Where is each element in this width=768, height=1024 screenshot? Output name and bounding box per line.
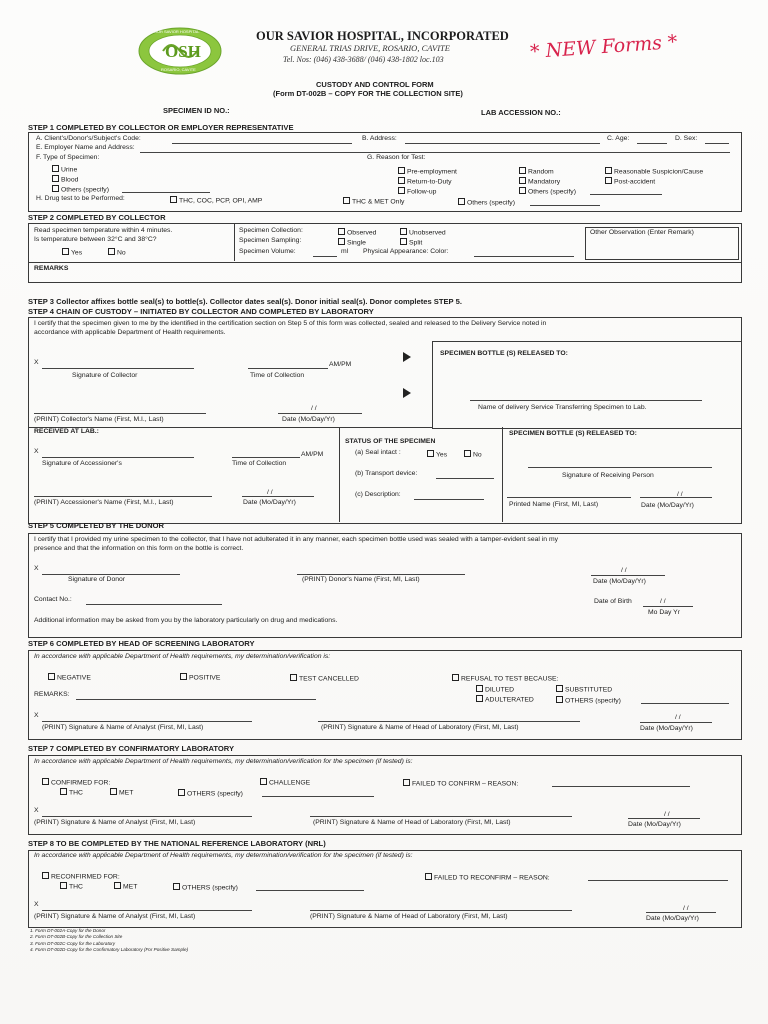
contact-label: Contact No.: <box>34 596 72 603</box>
address-label: B. Address: <box>362 135 397 142</box>
failed-confirm-label: FAILED TO CONFIRM – REASON: <box>412 780 519 788</box>
receiving-date-field[interactable] <box>640 497 712 498</box>
received-lab-label: RECEIVED AT LAB.: <box>34 428 99 435</box>
print-donor-label: (PRINT) Donor's Name (First, MI, Last) <box>302 576 420 583</box>
confirmed-label: CONFIRMED FOR: <box>51 779 111 787</box>
temp-line2: Is temperature between 32°C and 38°C? <box>34 236 157 243</box>
step7-x: X <box>34 807 39 814</box>
others-drug-label: Others (specify) <box>467 199 515 207</box>
others-reconfirm-label: OTHERS (specify) <box>182 884 238 892</box>
step6-head-field[interactable] <box>318 721 580 722</box>
contact-field[interactable] <box>86 604 222 605</box>
donor-x: X <box>34 565 39 572</box>
date-slashes-accessioner: / / <box>267 489 273 496</box>
urine-option[interactable] <box>52 165 77 174</box>
receiving-signature-field[interactable] <box>528 467 712 468</box>
thc-met-label: THC & MET Only <box>352 198 405 206</box>
description-label: (c) Description: <box>355 491 401 498</box>
step7-accordance: In accordance with applicable Department of Health requirements, my determination/verification for the specimen (if tested) is: <box>34 758 413 765</box>
date-slashes-receiving: / / <box>677 491 683 498</box>
volume-label: Specimen Volume: <box>239 248 296 255</box>
follow-up-option[interactable] <box>398 187 436 196</box>
others-drug-field[interactable] <box>530 205 600 206</box>
confirmed-option[interactable] <box>42 778 110 787</box>
others-specimen-field[interactable] <box>122 192 210 193</box>
print-accessioner-label: (PRINT) Accessioner's Name (First, M.I., Last) <box>34 499 174 506</box>
mandatory-option[interactable] <box>519 177 560 186</box>
pre-employment-label: Pre-employment <box>407 168 457 176</box>
step8-date-field[interactable] <box>646 912 716 913</box>
others-confirm-label: OTHERS (specify) <box>187 790 243 798</box>
released-to-label-2: SPECIMEN BOTTLE (S) RELEASED TO: <box>509 430 637 437</box>
donor-date-label: Date (Mo/Day/Yr) <box>593 578 646 585</box>
others-reconfirm-field[interactable] <box>256 890 364 891</box>
form-subtitle: (Form DT-002B – COPY FOR THE COLLECTION SITE) <box>273 89 463 98</box>
reconfirmed-met-label: MET <box>123 883 138 891</box>
step6-remarks-label: REMARKS: <box>34 691 70 698</box>
accessioner-date-label: Date (Mo/Day/Yr) <box>243 499 296 506</box>
sig-accessioner-label: Signature of Accessioner's <box>42 460 122 467</box>
description-field[interactable] <box>414 499 484 500</box>
footer-notes <box>30 928 188 953</box>
volume-field[interactable] <box>313 256 337 257</box>
temp-line1: Read specimen temperature within 4 minutes. <box>34 227 173 234</box>
step6-x: X <box>34 712 39 719</box>
age-field[interactable] <box>637 143 667 144</box>
logo-ring-top: OUR SAVIOR HOSPITAL <box>154 29 200 34</box>
donor-date-field[interactable] <box>591 575 665 576</box>
step7-heading: STEP 7 COMPLETED BY CONFIRMATORY LABORATORY <box>28 744 235 753</box>
thc-full-option[interactable] <box>170 196 262 205</box>
lab-accession-label: LAB ACCESSION NO.: <box>481 108 561 117</box>
reasonable-label: Reasonable Suspicion/Cause <box>614 168 704 176</box>
pre-employment-option[interactable] <box>398 167 457 176</box>
step4-certify-1: I certify that the specimen given to me by the identified in the certification section on Step 5 of this form was collected, sealed and released to the Delivery Service noted in <box>34 320 547 327</box>
step8-date-label: Date (Mo/Day/Yr) <box>646 915 699 922</box>
step8-accordance: In accordance with applicable Department of Health requirements, my determination/verification for the specimen (if tested) is: <box>34 852 413 859</box>
donor-name-field[interactable] <box>297 574 465 575</box>
random-label: Random <box>528 168 554 176</box>
urine-label: Urine <box>61 166 78 174</box>
single-option[interactable] <box>338 238 366 247</box>
transport-label: (b) Transport device: <box>355 470 418 477</box>
footer-note: 4. Form DT-002D-Copy for the Confirmatory Laboratory (For Positive Sample) <box>30 946 189 952</box>
employer-label: E. Employer Name and Address: <box>36 144 135 151</box>
unobserved-option[interactable] <box>400 228 446 237</box>
failed-confirm-field[interactable] <box>552 786 690 787</box>
sig-donor-label: Signature of Donor <box>68 576 126 583</box>
seal-intact-label: (a) Seal intact : <box>355 449 401 456</box>
seal-no-option[interactable] <box>464 450 482 459</box>
receiving-date-label: Date (Mo/Day/Yr) <box>641 502 694 509</box>
appearance-field[interactable] <box>474 256 574 257</box>
footer-note: 3. Form DT-002C-Copy for the Laboratory <box>30 940 116 946</box>
logo-letters: OSH <box>165 42 201 61</box>
other-observation-label: Other Observation (Enter Remark) <box>590 229 694 236</box>
step8-analyst-field[interactable] <box>42 910 252 911</box>
step7-head-label: (PRINT) Signature & Name of Head of Laboratory (First, MI, Last) <box>313 819 511 826</box>
dob-field[interactable] <box>643 606 693 607</box>
adulterated-label: ADULTERATED <box>485 696 534 704</box>
delivery-name-label: Name of delivery Service Transferring Specimen to Lab. <box>478 404 647 411</box>
blood-option[interactable] <box>52 175 78 184</box>
accessioner-time-field[interactable] <box>232 457 300 458</box>
collector-name-field[interactable] <box>34 413 206 414</box>
step6-analyst-field[interactable] <box>42 721 252 722</box>
released-to-label: SPECIMEN BOTTLE (S) RELEASED TO: <box>440 350 568 357</box>
time-of-collection-field[interactable] <box>248 368 328 369</box>
donor-signature-field[interactable] <box>42 574 180 575</box>
dob-label: Date of Birth <box>594 598 632 605</box>
accessioner-x: X <box>34 448 39 455</box>
temp-yes-label: Yes <box>71 249 83 257</box>
others-drug-option[interactable] <box>458 198 515 207</box>
others-screening-option[interactable] <box>556 696 621 705</box>
temp-no-label: No <box>117 249 126 257</box>
adulterated-option[interactable] <box>476 695 534 704</box>
failed-confirm-option[interactable] <box>403 779 518 788</box>
thc-met-option[interactable] <box>343 197 404 206</box>
arrow-right-icon <box>403 352 411 362</box>
confirmed-thc-label: THC <box>69 789 83 797</box>
collection-label: Specimen Collection: <box>239 227 303 234</box>
negative-option[interactable] <box>48 673 91 682</box>
collector-date-field[interactable] <box>278 413 362 414</box>
transport-field[interactable] <box>436 478 494 479</box>
refusal-option[interactable] <box>452 674 558 683</box>
age-label: C. Age: <box>607 135 630 142</box>
others-confirm-field[interactable] <box>262 796 374 797</box>
split-label: Split <box>409 239 423 247</box>
step2-remarks-label: REMARKS <box>34 265 69 272</box>
step6-date-label: Date (Mo/Day/Yr) <box>640 725 693 732</box>
step3-heading: STEP 3 Collector affixes bottle seal(s) to bottle(s). Collector dates seal(s). Donor initial seal(s). Donor completes STEP 5. <box>28 297 462 306</box>
substituted-option[interactable] <box>556 685 612 694</box>
step8-head-label: (PRINT) Signature & Name of Head of Laboratory (First, MI, Last) <box>310 913 508 920</box>
cancelled-label: TEST CANCELLED <box>299 675 359 683</box>
step8-heading: STEP 8 TO BE COMPLETED BY THE NATIONAL REFERENCE LABORATORY (NRL) <box>28 839 326 848</box>
return-option[interactable] <box>398 177 452 186</box>
logo-ring-bottom: ROSARIO, CAVITE <box>161 67 196 72</box>
step5-heading: STEP 5 COMPLETED BY THE DONOR <box>28 521 165 530</box>
positive-option[interactable] <box>180 673 220 682</box>
confirmed-met-option[interactable] <box>110 788 133 797</box>
step6-head-label: (PRINT) Signature & Name of Head of Laboratory (First, MI, Last) <box>321 724 519 731</box>
hospital-logo <box>137 26 223 76</box>
step8-x: X <box>34 901 39 908</box>
step7-date-slashes: / / <box>664 811 670 818</box>
step6-date-slashes: / / <box>675 714 681 721</box>
ml-label: ml <box>341 248 349 255</box>
others-reason-option[interactable] <box>519 187 576 196</box>
others-specimen-label: Others (specify) <box>61 186 109 194</box>
post-accident-label: Post-accident <box>614 178 656 186</box>
reconfirmed-thc-label: THC <box>69 883 83 891</box>
step4-heading: STEP 4 CHAIN OF CUSTODY – INITIATED BY COLLECTOR AND COMPLETED BY LABORATORY <box>28 307 374 316</box>
diluted-option[interactable] <box>476 685 514 694</box>
step6-date-field[interactable] <box>640 722 712 723</box>
dob-slashes: / / <box>660 598 666 605</box>
step5-certify-1: I certify that I provided my urine specimen to the collector, that I have not adulterated it in any manner, each specimen bottle used was sealed with a tamper-evident seal in my <box>34 536 559 543</box>
reconfirmed-met-option[interactable] <box>114 882 137 891</box>
step7-analyst-field[interactable] <box>42 816 252 817</box>
step6-heading: STEP 6 COMPLETED BY HEAD OF SCREENING LABORATORY <box>28 639 255 648</box>
step4-certify-2: accordance with applicable Department of Health requirements. <box>34 329 226 336</box>
others-screening-field[interactable] <box>641 703 729 704</box>
confirmed-thc-option[interactable] <box>60 788 83 797</box>
step6-remarks-field[interactable] <box>76 699 316 700</box>
donor-date-slashes: / / <box>621 567 627 574</box>
delivery-service-field[interactable] <box>470 400 702 401</box>
address-field[interactable] <box>405 143 600 144</box>
observed-option[interactable] <box>338 228 376 237</box>
negative-label: NEGATIVE <box>57 674 91 682</box>
thc-full-label: THC, COC, PCP, OPI, AMP <box>179 197 263 205</box>
type-specimen-label: F. Type of Specimen: <box>36 154 100 161</box>
client-code-label: A. Client's/Donor's/Subject's Code: <box>36 135 141 142</box>
accessioner-time-label: Time of Collection <box>232 460 287 467</box>
step7-analyst-label: (PRINT) Signature & Name of Analyst (First, MI, Last) <box>34 819 196 826</box>
seal-yes-label: Yes <box>436 451 448 459</box>
failed-reconfirm-field[interactable] <box>588 880 728 881</box>
challenge-label: CHALLENGE <box>269 779 311 787</box>
others-reason-label: Others (specify) <box>528 188 576 196</box>
diluted-label: DILUTED <box>485 686 515 694</box>
refusal-label: REFUSAL TO TEST BECAUSE: <box>461 675 559 683</box>
reconfirmed-label: RECONFIRMED FOR: <box>51 873 120 881</box>
reason-label: G. Reason for Test: <box>367 154 426 161</box>
hospital-phone: Tel. Nos: (046) 438-3688/ (046) 438-1802 loc.103 <box>283 55 444 64</box>
step8-analyst-label: (PRINT) Signature & Name of Analyst (First, MI, Last) <box>34 913 196 920</box>
others-reason-field[interactable] <box>590 194 662 195</box>
temp-no-option[interactable] <box>108 248 126 257</box>
collector-x: X <box>34 359 39 366</box>
failed-reconfirm-label: FAILED TO RECONFIRM – REASON: <box>434 874 550 882</box>
post-accident-option[interactable] <box>605 177 655 186</box>
step7-date-label: Date (Mo/Day/Yr) <box>628 821 681 828</box>
date-slashes-collector: / / <box>311 405 317 412</box>
failed-reconfirm-option[interactable] <box>425 873 550 882</box>
temp-yes-option[interactable] <box>62 248 82 257</box>
collector-signature-field[interactable] <box>42 368 194 369</box>
single-label: Single <box>347 239 366 247</box>
specimen-id-label: SPECIMEN ID NO.: <box>163 106 230 115</box>
sex-field[interactable] <box>705 143 729 144</box>
others-specimen-option[interactable] <box>52 185 109 194</box>
step8-head-field[interactable] <box>310 910 572 911</box>
client-code-field[interactable] <box>172 143 352 144</box>
follow-up-label: Follow-up <box>407 188 437 196</box>
step6-accordance: In accordance with applicable Department of Health requirements, my determination/verification is: <box>34 653 331 660</box>
step5-certify-2: presence and that the information on this form on the bottle is correct. <box>34 545 244 552</box>
step2-heading: STEP 2 COMPLETED BY COLLECTOR <box>28 213 166 222</box>
accessioner-name-field[interactable] <box>34 496 212 497</box>
step8-date-slashes: / / <box>683 905 689 912</box>
seal-yes-option[interactable] <box>427 450 447 459</box>
footer-note: 1. Form DT-002A-Copy for the Donor <box>30 928 106 933</box>
sig-receiving-label: Signature of Receiving Person <box>562 472 654 479</box>
step1-heading: STEP 1 COMPLETED BY COLLECTOR OR EMPLOYER REPRESENTATIVE <box>28 123 294 132</box>
accessioner-ampm: AM/PM <box>301 451 324 458</box>
cancelled-option[interactable] <box>290 674 359 683</box>
sampling-label: Specimen Sampling: <box>239 237 302 244</box>
observed-label: Observed <box>347 229 377 237</box>
random-option[interactable] <box>519 167 554 176</box>
substituted-label: SUBSTITUTED <box>565 686 613 694</box>
others-reconfirm-option[interactable] <box>173 883 238 892</box>
receiving-name-field[interactable] <box>507 497 631 498</box>
collector-ampm: AM/PM <box>329 361 352 368</box>
challenge-option[interactable] <box>260 778 310 787</box>
step7-head-field[interactable] <box>310 816 572 817</box>
arrow-right-icon <box>403 388 411 398</box>
accessioner-date-field[interactable] <box>242 496 314 497</box>
accessioner-signature-field[interactable] <box>42 457 194 458</box>
print-collector-label: (PRINT) Collector's Name (First, M.I., Last) <box>34 416 164 423</box>
step7-date-field[interactable] <box>628 818 700 819</box>
status-heading: STATUS OF THE SPECIMEN <box>345 438 436 445</box>
sig-collector-label: Signature of Collector <box>72 372 138 379</box>
step6-analyst-label: (PRINT) Signature & Name of Analyst (First, MI, Last) <box>42 724 204 731</box>
additional-info: Additional information may be asked from you by the laboratory particularly on drug and medications. <box>34 617 338 624</box>
seal-no-label: No <box>473 451 482 459</box>
reconfirmed-thc-option[interactable] <box>60 882 83 891</box>
collector-date-label: Date (Mo/Day/Yr) <box>282 416 335 423</box>
positive-label: POSITIVE <box>189 674 221 682</box>
reasonable-option[interactable] <box>605 167 703 176</box>
time-collection-label: Time of Collection <box>250 372 305 379</box>
reconfirmed-option[interactable] <box>42 872 120 881</box>
employer-field[interactable] <box>140 152 730 153</box>
mandatory-label: Mandatory <box>528 178 561 186</box>
drug-test-label: H. Drug test to be Performed: <box>36 195 125 202</box>
split-option[interactable] <box>400 238 422 247</box>
unobserved-label: Unobserved <box>409 229 446 237</box>
handwritten-note: * NEW Forms * <box>529 30 679 64</box>
hospital-address: GENERAL TRIAS DRIVE, ROSARIO, CAVITE <box>290 43 450 53</box>
mo-day-yr-label: Mo Day Yr <box>648 609 680 616</box>
sex-label: D. Sex: <box>675 135 698 142</box>
others-screening-label: OTHERS (specify) <box>565 697 621 705</box>
hospital-name: OUR SAVIOR HOSPITAL, INCORPORATED <box>256 29 509 43</box>
form-title: CUSTODY AND CONTROL FORM <box>316 80 434 89</box>
return-label: Return-to-Duty <box>407 178 452 186</box>
footer-note: 2. Form DT-002B-Copy for the Collection Site <box>30 934 123 940</box>
confirmed-met-label: MET <box>119 789 134 797</box>
appearance-label: Physical Appearance: Color: <box>363 248 449 255</box>
blood-label: Blood <box>61 176 79 184</box>
printed-name-label: Printed Name (First, MI, Last) <box>509 501 599 508</box>
others-confirm-option[interactable] <box>178 789 243 798</box>
